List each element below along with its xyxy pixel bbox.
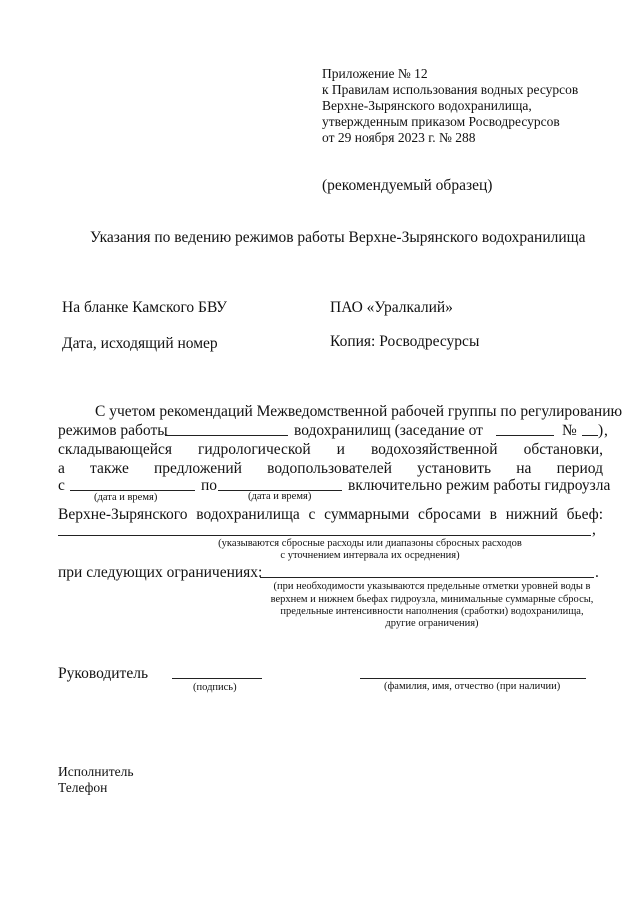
caption-signature: (подпись) [193,682,237,693]
letterhead-label: На бланке Камского БВУ [62,299,228,316]
signatory-label: Руководитель [58,665,149,682]
blank-field-limits [260,577,594,578]
header-line: Приложение № 12 [322,66,428,81]
blank-field [165,435,288,436]
caption-date-from: (дата и время) [94,492,158,503]
caption-flows: (указываются сбросные расходы или диапазоны сбросных расходов [218,538,522,549]
document-title: Указания по ведению режимов работы Верхне-Зырянского водохранилища [90,229,586,246]
copy-recipient: Копия: Росводресурсы [330,333,480,350]
recipient: ПАО «Уралкалий» [330,299,453,316]
body-line-4: а также предложений водопользователей установить на период [58,460,603,477]
caption-full-name: (фамилия, имя, отчество (при наличии) [384,681,561,692]
header-line: утвержденным приказом Росводресурсов [322,114,560,129]
body-text: режимов работы [58,422,168,439]
caption-line: верхнем и нижнем бьефах гидроузла, минимальные суммарные сбросы, [270,594,594,605]
body-line-8: при следующих ограничениях: [58,564,263,581]
signature-field [172,678,262,679]
body-text: водохранилищ (заседание от [294,422,483,439]
caption-line: предельные интенсивности наполнения (сработки) водохранилища, [280,606,584,617]
name-field [360,678,586,679]
header-line: от 29 ноября 2023 г. № 288 [322,130,476,145]
body-line-3: складывающейся гидрологической и водохозяйственной обстановки, [58,441,603,458]
executor-label: Исполнитель [58,764,134,779]
body-text: , [592,521,596,538]
body-text: по [201,477,218,494]
header-line: Верхне-Зырянского водохранилища, [322,98,532,113]
header-line: к Правилам использования водных ресурсов [322,82,579,97]
body-text: № [562,422,577,439]
phone-label: Телефон [58,780,108,795]
caption-line: другие ограничения) [385,618,479,629]
body-text: включительно режим работы гидроузла [348,477,611,494]
blank-field-flows [58,535,591,536]
caption-date-to: (дата и время) [248,491,312,502]
body-text: с [58,477,65,494]
date-number-label: Дата, исходящий номер [62,335,218,352]
body-text: ) [598,422,604,439]
blank-field [582,435,598,436]
body-text: , [604,422,608,439]
body-line-1: С учетом рекомендаций Межведомственной рабочей группы по регулированию [95,403,623,420]
caption-line: (при необходимости указываются предельные отметки уровней воды в [273,581,591,592]
sample-note: (рекомендуемый образец) [322,177,493,194]
body-text: . [595,564,599,581]
caption-flows: с уточнением интервала их осреднения) [280,550,460,561]
body-line-6: Верхне-Зырянского водохранилища с суммарными сбросами в нижний бьеф: [58,506,603,523]
blank-field [496,435,554,436]
